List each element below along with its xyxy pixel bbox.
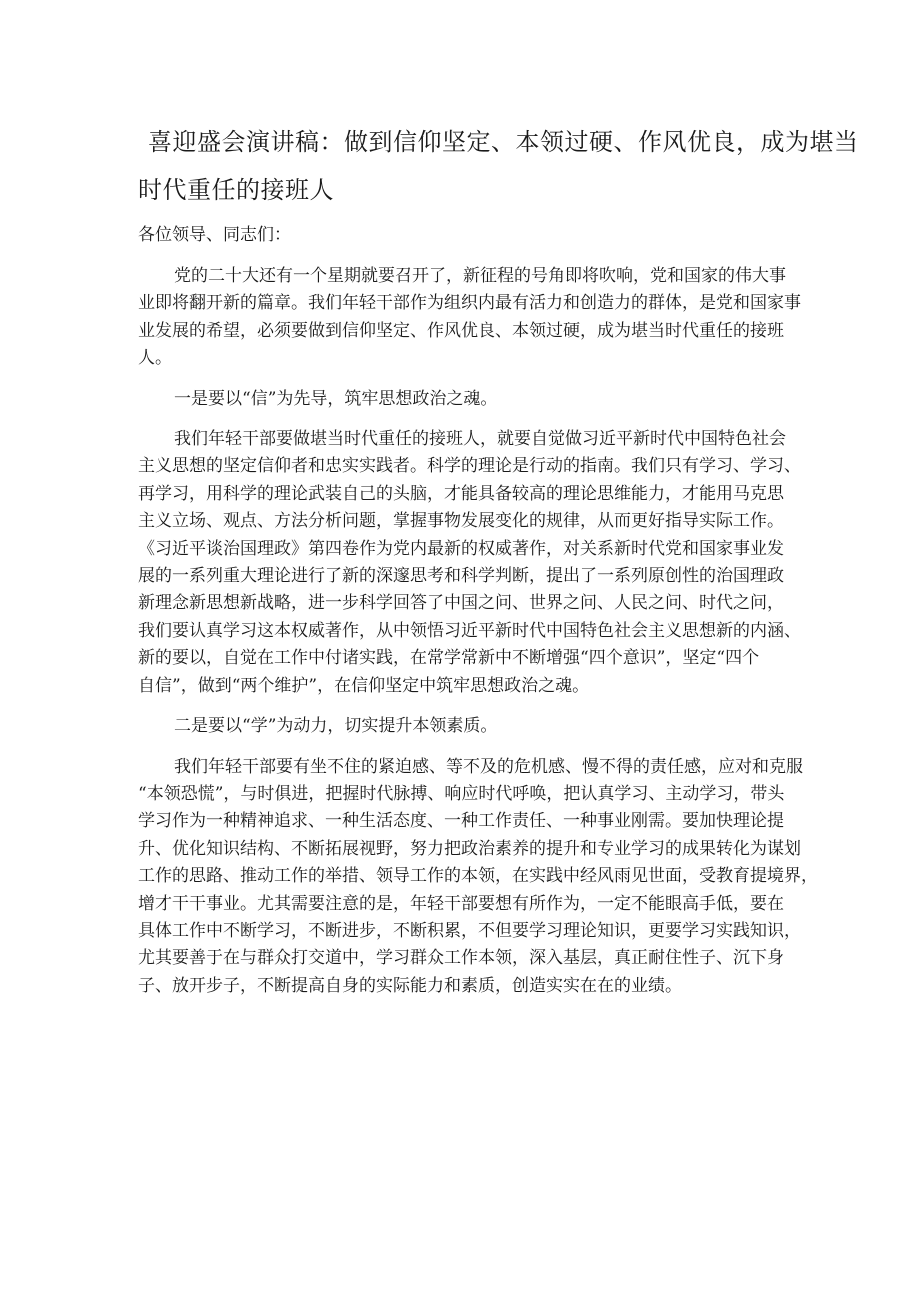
paragraph-line: 主义思想的坚定信仰者和忠实实践者。科学的理论是行动的指南。我们只有学习、学习、 (138, 456, 801, 477)
title-line-2: 时代重任的接班人 (138, 176, 334, 204)
paragraph-line: 新理念新思想新战略，进一步科学回答了中国之问、世界之问、人民之问、时代之问， (138, 593, 784, 614)
paragraph-line: “本领恐慌”，与时俱进，把握时代脉搏、响应时代呼唤，把认真学习、主动学习，带头 (138, 783, 785, 804)
paragraph-line: 学习作为一种精神追求、一种生活态度、一种工作责任、一种事业刚需。要加快理论提 (138, 811, 784, 832)
paragraph-section-1 (138, 426, 801, 700)
paragraph-line: 人。 (138, 348, 172, 369)
paragraph-intro (138, 263, 801, 373)
paragraph-line: 升、优化知识结构、不断拓展视野，努力把政治素养的提升和专业学习的成果转化为谋划 (138, 838, 801, 859)
paragraph-line: 再学习，用科学的理论武装自己的头脑，才能具备较高的理论思维能力，才能用马克思 (138, 483, 784, 504)
paragraph-line: 具体工作中不断学习，不断进步，不断积累，不但要学习理论知识，更要学习实践知识， (138, 920, 801, 941)
paragraph-line: 展的一系列重大理论进行了新的深邃思考和科学判断，提出了一系列原创性的治国理政 (138, 566, 784, 587)
paragraph-line: 我们要认真学习这本权威著作，从中领悟习近平新时代中国特色社会主义思想新的内涵、 (138, 620, 801, 641)
paragraph-line: 主义立场、观点、方法分析问题，掌握事物发展变化的规律，从而更好指导实际工作。 (138, 511, 784, 532)
section-heading-1 (138, 386, 790, 413)
paragraph-line: 我们年轻干部要做堪当时代重任的接班人，就要自觉做习近平新时代中国特色社会 (174, 429, 786, 450)
paragraph-line: 二是要以“学”为动力，切实提升本领素质。 (174, 716, 498, 737)
document-body (138, 263, 818, 1013)
document-title (138, 118, 859, 214)
paragraph-line: 尤其要善于在与群众打交道中，学习群众工作本领，深入基层，真正耐住性子、沉下身 (138, 948, 784, 969)
paragraph-line: 自信”，做到“两个维护”，在信仰坚定中筑牢思想政治之魂。 (138, 675, 590, 696)
paragraph-line: 增才干干事业。尤其需要注意的是，年轻干部要想有所作为，一定不能眼高手低，要在 (138, 893, 784, 914)
section-heading-2 (138, 713, 790, 740)
paragraph-line: 《习近平谈治国理政》第四卷作为党内最新的权威著作，对关系新时代党和国家事业发 (138, 538, 784, 559)
title-line-1: 喜迎盛会演讲稿：做到信仰坚定、本领过硬、作风优良，成为堪当 (148, 128, 859, 156)
paragraph-line: 子、放开步子，不断提高自身的实际能力和素质，创造实实在在的业绩。 (138, 975, 682, 996)
paragraph-line: 新的要以，自觉在工作中付诸实践，在常学常新中不断增强“四个意识”，坚定“四个 (138, 648, 760, 669)
paragraph-line: 业即将翻开新的篇章。我们年轻干部作为组织内最有活力和创造力的群体，是党和国家事 (138, 293, 801, 314)
paragraph-line: 业发展的希望，必须要做到信仰坚定、作风优良、本领过硬，成为堪当时代重任的接班 (138, 320, 784, 341)
paragraph-section-2 (138, 754, 818, 1001)
paragraph-line: 党的二十大还有一个星期就要召开了，新征程的号角即将吹响，党和国家的伟大事 (174, 266, 786, 286)
salutation: 各位领导、同志们： (138, 225, 291, 245)
paragraph-line: 一是要以“信”为先导，筑牢思想政治之魂。 (174, 388, 498, 409)
paragraph-line: 我们年轻干部要有坐不住的紧迫感、等不及的危机感、慢不得的责任感，应对和克服 (174, 756, 803, 777)
paragraph-line: 工作的思路、推动工作的举措、领导工作的本领，在实践中经风雨见世面，受教育提境界， (138, 866, 818, 887)
